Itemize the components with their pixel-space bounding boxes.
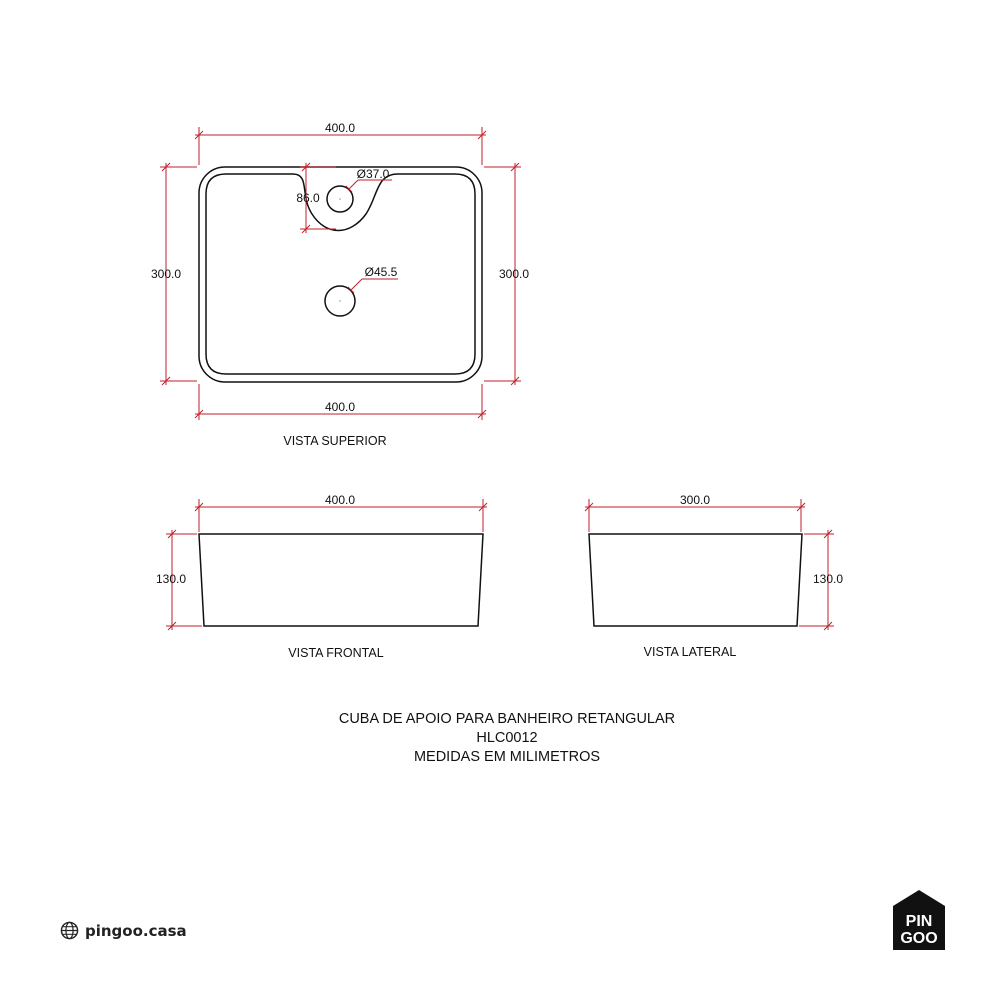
top-view-label: VISTA SUPERIOR	[283, 434, 387, 448]
title-block	[0, 710, 1000, 767]
title-line-product: CUBA DE APOIO PARA BANHEIRO RETANGULAR	[338, 711, 676, 727]
leader-drain-diameter	[348, 279, 398, 293]
faucet-hole-center	[339, 198, 341, 200]
faucet-diameter-label: Ø37.0	[356, 167, 390, 181]
side-view-label: VISTA LATERAL	[643, 645, 737, 659]
brand-site-label: pingoo.casa	[85, 921, 187, 940]
drain-hole-center	[339, 300, 341, 302]
side-view	[585, 493, 843, 659]
dim-side-width-label: 300.0	[679, 493, 711, 507]
side-view-outline	[589, 534, 802, 626]
dim-top-width-label: 400.0	[324, 121, 356, 135]
drain-diameter-label: Ø45.5	[364, 265, 398, 279]
front-view	[156, 493, 487, 660]
front-view-label: VISTA FRONTAL	[288, 646, 384, 660]
brand-site[interactable]	[60, 921, 187, 940]
basin-inner-outline	[206, 174, 475, 374]
dim-front-width-label: 400.0	[324, 493, 356, 507]
dim-front-height-label: 130.0	[155, 572, 187, 586]
dim-bottom-width-label: 400.0	[324, 400, 356, 414]
dim-faucet-offset-label: 86.0	[296, 191, 320, 205]
front-view-outline	[199, 534, 483, 626]
globe-icon	[60, 921, 79, 940]
dim-left-height-label: 300.0	[150, 267, 182, 281]
top-view	[151, 121, 529, 448]
logo-text-bottom: GOO	[900, 930, 938, 947]
title-line-units: MEDIDAS EM MILIMETROS	[413, 749, 601, 765]
logo-text-top: PIN	[905, 913, 933, 930]
pingoo-logo	[893, 890, 945, 950]
title-line-code: HLC0012	[476, 730, 538, 746]
dim-side-height-label: 130.0	[812, 572, 844, 586]
leader-faucet-diameter	[346, 180, 392, 192]
dim-right-height-label: 300.0	[498, 267, 530, 281]
